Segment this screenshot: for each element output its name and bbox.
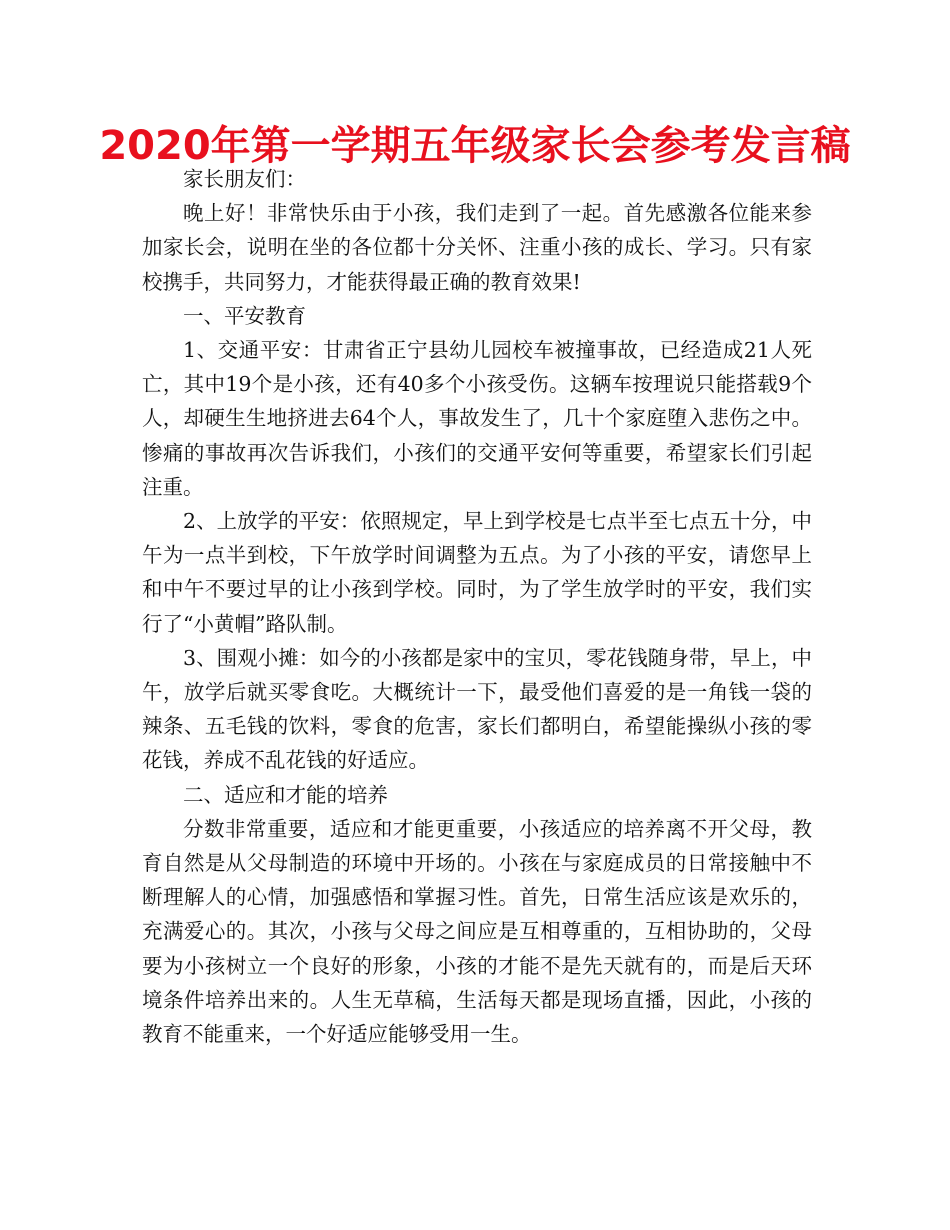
- document-title: 2020年第一学期五年级家长会参考发言稿: [99, 123, 851, 169]
- paragraph-traffic-safety: 1、交通平安：甘肃省正宁县幼儿园校车被撞事故，已经造成21人死亡，其中19个是小孩，还有40多个小孩受伤。这辆车按理说只能搭载9个人，却硬生生地挤进去64个人，事故发生了，几十个家庭堕入悲伤之中。惨痛的事故再次告诉我们，小孩们的交通平安何等重要，希望家长们引起注重。: [142, 338, 812, 499]
- paragraph-street-stalls: 3、围观小摊：如今的小孩都是家中的宝贝，零花钱随身带，早上，中午，放学后就买零食吃。大概统计一下，最受他们喜爱的是一角钱一袋的辣条、五毛钱的饮料，零食的危害，家长们都明白，希望能操纵小孩的零花钱，养成不乱花钱的好适应。: [142, 645, 812, 773]
- section-heading-safety: 一、平安教育: [183, 303, 306, 328]
- paragraph-salutation: 家长朋友们：: [183, 167, 306, 191]
- section-heading-habits: 二、适应和才能的培养: [183, 782, 388, 807]
- paragraph-habits: 分数非常重要，适应和才能更重要，小孩适应的培养离不开父母，教育自然是从父母制造的环境中开场的。小孩在与家庭成员的日常接触中不断理解人的心情，加强感悟和掌握习性。首先，日常生活应该是欢乐的，充满爱心的。其次，小孩与父母之间应是互相尊重的，互相协助的，父母要为小孩树立一个良好的形象，小孩的才能不是先天就有的，而是后天环境条件培养出来的。人生无草稿，生活每天都是现场直播，因此，小孩的教育不能重来，一个好适应能够受用一生。: [142, 816, 812, 1047]
- paragraph-commute-safety: 2、上放学的平安：依照规定，早上到学校是七点半至七点五十分，中午为一点半到校，下午放学时间调整为五点。为了小孩的平安，请您早上和中午不要过早的让小孩到学校。同时，为了学生放学时的平安，我们实行了“小黄帽”路队制。: [142, 509, 812, 636]
- paragraph-greeting: 晚上好！非常快乐由于小孩，我们走到了一起。首先感激各位能来参加家长会，说明在坐的各位都十分关怀、注重小孩的成长、学习。只有家校携手，共同努力，才能获得最正确的教育效果!: [142, 201, 812, 294]
- document-body: [142, 162, 812, 1051]
